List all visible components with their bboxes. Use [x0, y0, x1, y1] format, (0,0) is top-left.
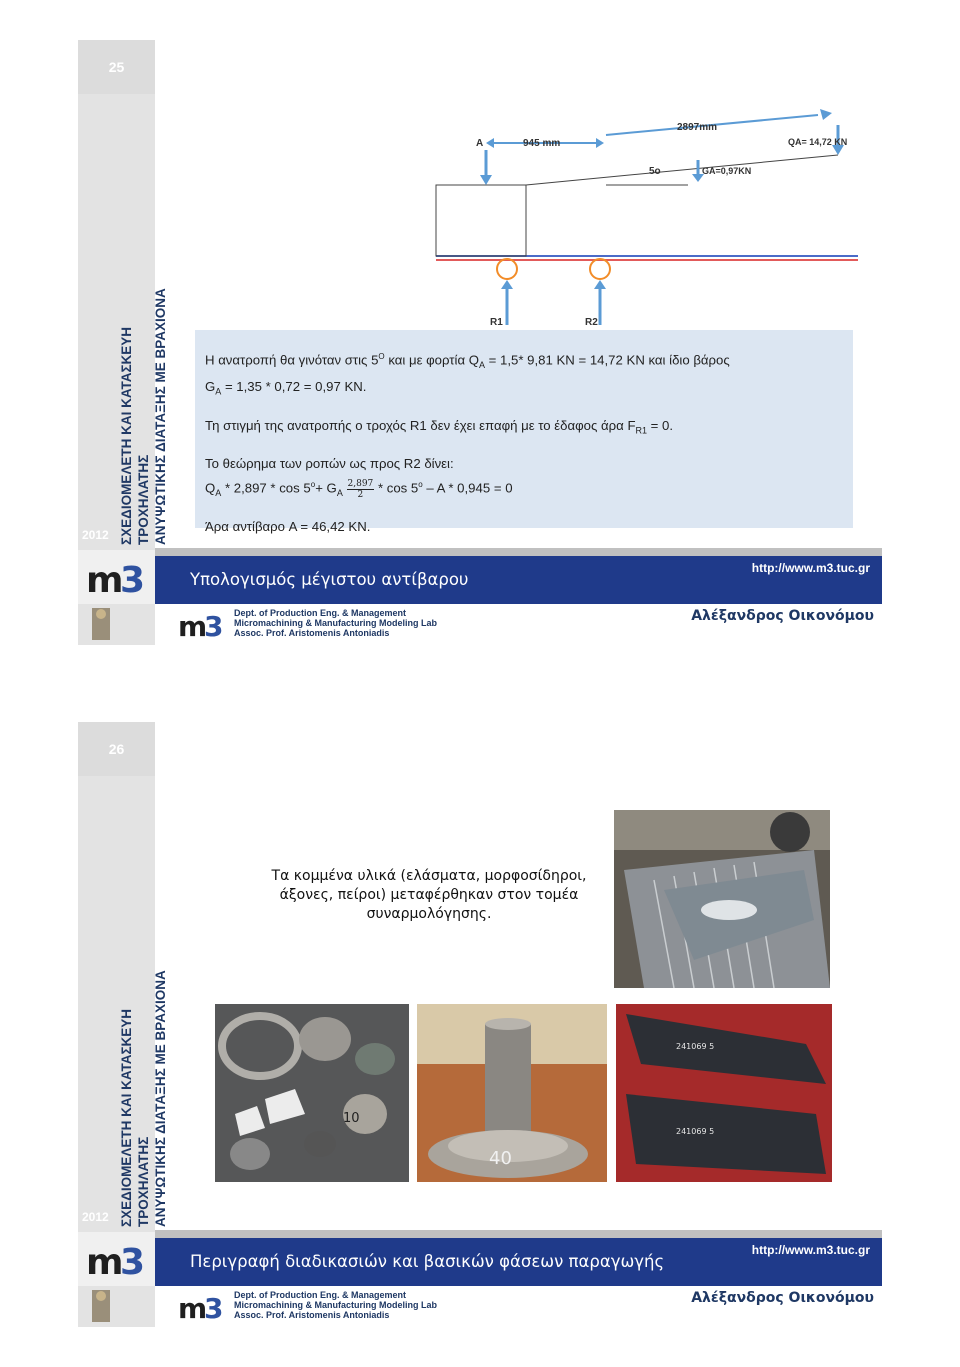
arrow-a [480, 175, 492, 185]
label-ga: GA=0,97KN [702, 166, 752, 176]
text-line4: Το θεώρημα των ροπών ως προς R2 δίνει: [205, 456, 454, 472]
label-r1: R1 [490, 317, 503, 328]
year-label: 2012 [82, 1210, 109, 1224]
sidebar-title-line1: ΣΧΕΔΙΟΜΕΛΕΤΗ ΚΑΙ ΚΑΤΑΣΚΕΥΗ ΤΡΟΧΗΛΑΤΗΣ [119, 326, 151, 545]
lab-logo [178, 608, 228, 640]
sidebar-title-line2: ΑΝΥΨΩΤΙΚΗΣ ΔΙΑΤΑΞΗΣ ΜΕ ΒΡΑΧΙΟΝΑ [153, 288, 168, 545]
sidebar-title [118, 235, 169, 545]
label-angle: 5o [649, 166, 661, 177]
svg-text:3: 3 [204, 610, 224, 640]
university-emblem [78, 1286, 155, 1327]
photo-shaft [417, 1004, 607, 1182]
slide-25 [78, 40, 882, 645]
wheel-r2 [590, 259, 610, 279]
photo-rings [215, 1004, 409, 1182]
label-2897: 2897mm [677, 122, 718, 133]
svg-text:m: m [86, 1242, 124, 1283]
sidebar-title-line2: ΑΝΥΨΩΤΙΚΗΣ ΔΙΑΤΑΞΗΣ ΜΕ ΒΡΑΧΙΟΝΑ [153, 970, 168, 1227]
page-number: 25 [78, 40, 155, 94]
text-line2: $G_A = 1,35 * 0,72 = 0,97$ KN. [205, 379, 367, 397]
author-name: Αλέξανδρος Οικονόμου [691, 1290, 874, 1306]
text-line1: Η ανατροπή θα γινόταν στις $5^O$ και με φορτία $Q_A = 1,5*$ 9,81 KN = 14,72 KN και ίδιο βάρος [205, 352, 730, 371]
equation: $Q_A * 2,897 * \cos 5^o+ G_A$ $\frac{2,897}{2} * \cos 5^o - A * 0,945 = 0$ [205, 478, 513, 500]
m3-logo [78, 550, 155, 604]
website-link[interactable]: http://www.m3.tuc.gr [751, 1243, 870, 1257]
arrow-r1 [501, 280, 513, 289]
photo-grating [614, 810, 830, 988]
page-number: 26 [78, 722, 155, 776]
label-a: A [476, 138, 484, 149]
footer-stripe [155, 1230, 882, 1238]
slide-26 [78, 722, 882, 1327]
lab-logo [178, 1290, 228, 1322]
text-result: Άρα αντίβαρο A = 46,42 KN. [205, 519, 371, 535]
author-name: Αλέξανδρος Οικονόμου [691, 608, 874, 624]
calculation-textbox [195, 330, 853, 535]
ring-label: 10 [343, 1111, 360, 1126]
photo-plates [616, 1004, 832, 1182]
sidebar-title [118, 917, 169, 1227]
wheel-r1 [497, 259, 517, 279]
label-qa: QA= 14,72 KN [788, 137, 848, 147]
footer-stripe [155, 548, 882, 556]
sidebar-title-line1: ΣΧΕΔΙΟΜΕΛΕΤΗ ΚΑΙ ΚΑΤΑΣΚΕΥΗ ΤΡΟΧΗΛΑΤΗΣ [119, 1008, 151, 1227]
counterweight-box [436, 185, 526, 256]
svg-text:3: 3 [120, 1242, 146, 1283]
label-r2: R2 [585, 317, 598, 328]
label-945: 945 mm [523, 138, 561, 149]
arrow-r2 [594, 280, 606, 289]
boom-line [526, 155, 838, 185]
shaft-label: 40 [489, 1148, 512, 1169]
fraction: $\frac{2,897}{2}$ [347, 478, 374, 500]
svg-text:m: m [86, 560, 124, 601]
svg-text:m: m [178, 1292, 208, 1322]
body-text: Τα κομμένα υλικά (ελάσματα, μορφοσίδηροι, άξονες, πείροι) μεταφέρθηκαν στον τομέα συναρμολόγησης. [271, 868, 587, 922]
footer-title: Περιγραφή διαδικασιών και βασικών φάσεων παραγωγής [190, 1252, 665, 1271]
plate-label-2: 241069 5 [676, 1127, 715, 1136]
footer-title: Υπολογισμός μέγιστου αντίβαρου [190, 570, 469, 589]
website-link[interactable]: http://www.m3.tuc.gr [751, 561, 870, 575]
svg-text:3: 3 [120, 560, 146, 601]
text-line3: Τη στιγμή της ανατροπής ο τροχός R1 δεν έχει επαφή με το έδαφος άρα $F_{R1} = 0$. [205, 417, 674, 436]
lab-info: Dept. of Production Eng. & Management Micromachining & Manufacturing Modeling Lab Assoc. Prof. Aristomenis Antoniadis [234, 1290, 438, 1320]
plate-label-1: 241069 5 [676, 1042, 715, 1051]
svg-text:3: 3 [204, 1292, 224, 1322]
svg-text:m: m [178, 610, 208, 640]
university-emblem [78, 604, 155, 645]
tipping-diagram [428, 75, 858, 330]
year-label: 2012 [82, 528, 109, 542]
lab-info: Dept. of Production Eng. & Management Micromachining & Manufacturing Modeling Lab Assoc. Prof. Aristomenis Antoniadis [234, 608, 438, 638]
m3-logo [78, 1232, 155, 1286]
